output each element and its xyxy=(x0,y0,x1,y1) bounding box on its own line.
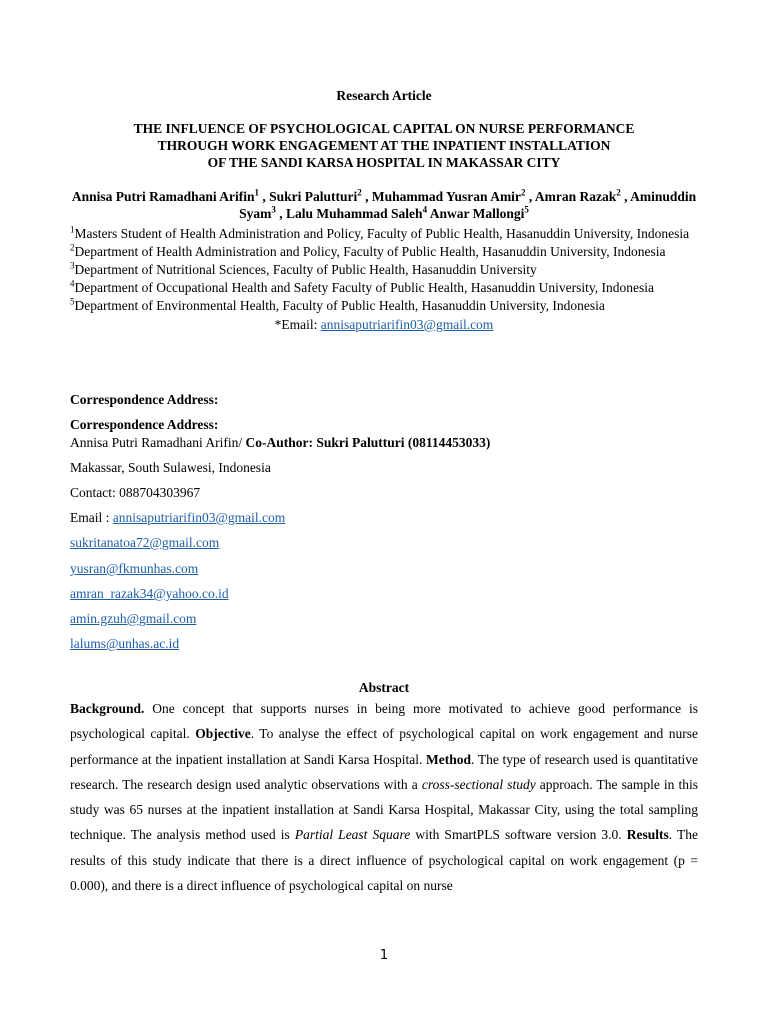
author-name: Aminuddin Syam xyxy=(239,189,697,221)
affiliation-text: Department of Occupational Health and Safety Faculty of Public Health, Hasanuddin University, Indonesia xyxy=(74,280,654,295)
abstract-heading: Abstract xyxy=(358,680,410,695)
affiliation-text: Department of Nutritional Sciences, Faculty of Public Health, Hasanuddin University xyxy=(74,262,537,277)
author-affiliation-marker: 2 xyxy=(616,187,621,198)
affiliation-item xyxy=(70,261,698,279)
correspondence-email-row xyxy=(70,510,285,526)
author-affiliation-marker: 4 xyxy=(422,204,428,215)
paper-title xyxy=(70,121,698,171)
affiliation-marker: 5 xyxy=(70,296,75,307)
abstract-text: with SmartPLS software version 3.0. xyxy=(410,827,627,843)
correspondence-city: Makassar, South Sulawesi, Indonesia xyxy=(70,460,271,475)
affiliation-text: Department of Health Administration and Policy, Faculty of Public Health, Hasanuddin University, Indonesia xyxy=(74,244,666,259)
title-line: OF THE SANDI KARSA HOSPITAL IN MAKASSAR CITY xyxy=(207,154,561,170)
author-separator: , xyxy=(620,189,631,204)
email-link[interactable]: lalums@unhas.ac.id xyxy=(70,636,180,651)
affiliation-item xyxy=(70,225,698,243)
author-name: Muhammad Yusran Amir xyxy=(371,189,521,204)
abstract-text: One concept that supports nurses in being more motivated to achieve good performance is psychological capital. xyxy=(70,701,698,742)
author-name: Sukri Palutturi xyxy=(269,189,358,204)
page-number: 1 xyxy=(379,948,389,963)
author-name: Amran Razak xyxy=(534,189,617,204)
abstract-section-label: Results xyxy=(626,827,669,843)
author-affiliation-marker: 5 xyxy=(524,204,529,215)
author-list xyxy=(70,188,698,222)
abstract-emphasis: cross-sectional study xyxy=(421,776,536,792)
affiliation-marker: 4 xyxy=(70,278,75,289)
author-name: Anwar Mallongi xyxy=(429,206,525,221)
affiliation-marker: 2 xyxy=(70,242,75,253)
abstract-text: . The results of this study indicate that there is a direct influence of psychological capital on work engagement (p = 0.000), and there is a direct influence of psychological capital on nurse xyxy=(70,827,698,894)
email-link[interactable]: amin.gzuh@gmail.com xyxy=(70,611,197,626)
contact-email-line xyxy=(70,316,698,334)
email-row xyxy=(70,561,198,577)
affiliation-marker: 3 xyxy=(70,260,75,271)
abstract-section-label: Background. xyxy=(70,701,145,716)
abstract-text: approach. The sample in this study was 65 nurses at the inpatient installation at Sandi Karsa Hospital, Makassar City, using the total sampling technique. The analysis method used is xyxy=(70,776,699,843)
correspondence-heading: Correspondence Address: xyxy=(70,392,219,407)
abstract-section-label: Objective xyxy=(195,726,251,742)
author-affiliation-marker: 1 xyxy=(254,187,260,198)
article-type-label: Research Article xyxy=(336,88,432,103)
affiliation-marker: 1 xyxy=(70,224,75,235)
affiliation-item xyxy=(70,243,698,261)
email-link[interactable]: yusran@fkmunhas.com xyxy=(70,561,199,576)
email-label: Email : xyxy=(70,510,113,525)
email-row xyxy=(70,636,179,652)
email-row xyxy=(70,611,196,627)
email-prefix: *Email: xyxy=(274,317,321,332)
abstract-section-label: Method xyxy=(426,751,472,767)
email-row xyxy=(70,535,219,551)
author-affiliation-marker: 2 xyxy=(357,187,362,198)
author-name: Annisa Putri Ramadhani Arifin xyxy=(71,189,255,204)
title-line: THE INFLUENCE OF PSYCHOLOGICAL CAPITAL ON NURSE PERFORMANCE xyxy=(133,121,635,136)
affiliation-list xyxy=(70,225,698,334)
affiliation-item xyxy=(70,297,698,315)
abstract-text: . The type of research used is quantitative research. The research design used analytic observations with a xyxy=(70,751,698,792)
abstract-body xyxy=(70,696,698,898)
title-line: THROUGH WORK ENGAGEMENT AT THE INPATIENT INSTALLATION xyxy=(157,137,611,153)
affiliation-item xyxy=(70,279,698,297)
abstract-emphasis: Partial Least Square xyxy=(294,827,411,843)
abstract-text: . To analyse the effect of psychological capital on work engagement and nurse performance at the inpatient installation at Sandi Karsa Hospital. xyxy=(70,726,698,767)
co-author: Co-Author: Sukri Palutturi (08114453033) xyxy=(245,435,491,450)
email-link[interactable]: amran_razak34@yahoo.co.id xyxy=(70,586,229,601)
author-name: Lalu Muhammad Saleh xyxy=(286,206,423,221)
email-link[interactable]: sukritanatoa72@gmail.com xyxy=(70,535,220,550)
author-separator: , xyxy=(275,206,287,221)
author-separator: , xyxy=(525,189,535,204)
author-affiliation-marker: 2 xyxy=(520,187,526,198)
email-link[interactable]: annisaputriarifin03@gmail.com xyxy=(112,510,286,525)
author-separator: , xyxy=(259,189,270,204)
correspondence-name xyxy=(70,435,490,451)
primary-email-link[interactable]: annisaputriarifin03@gmail.com xyxy=(320,317,494,332)
correspondence-author: Annisa Putri Ramadhani Arifin/ xyxy=(70,435,246,450)
affiliation-text: Department of Environmental Health, Faculty of Public Health, Hasanuddin University, Indonesia xyxy=(74,298,605,313)
author-affiliation-marker: 3 xyxy=(271,204,276,215)
email-row xyxy=(70,586,229,602)
correspondence-contact: Contact: 088704303967 xyxy=(70,485,201,500)
author-separator: , xyxy=(361,189,372,204)
affiliation-text: Masters Student of Health Administration and Policy, Faculty of Public Health, Hasanuddin University, Indonesia xyxy=(74,226,690,241)
correspondence-heading-repeat: Correspondence Address: xyxy=(70,417,219,432)
